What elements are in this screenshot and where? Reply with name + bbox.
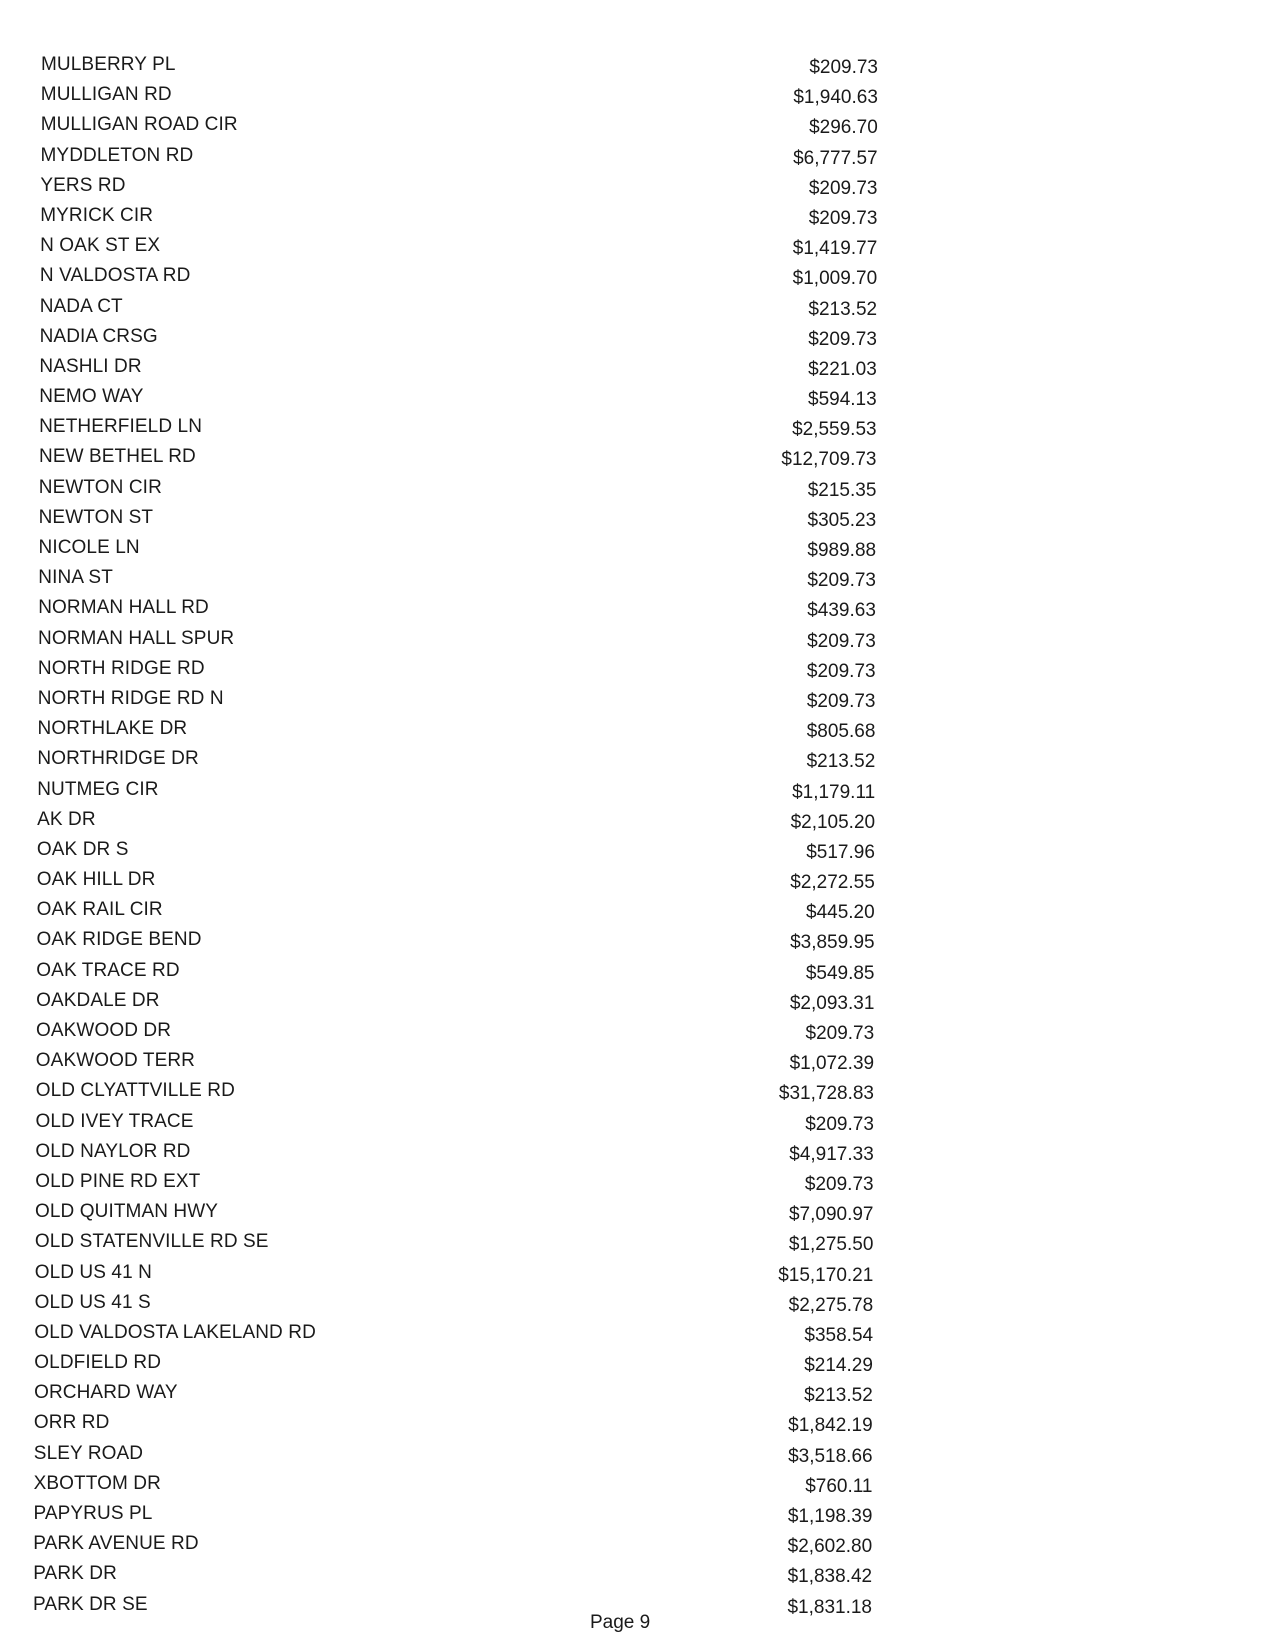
street-name: NORTH RIDGE RD N [37,687,224,709]
street-name: OAKWOOD TERR [35,1050,195,1072]
list-item [0,171,1275,201]
street-amount: $2,272.55 [790,872,875,894]
list-item [0,1107,1275,1137]
street-name: NEWTON CIR [38,476,162,498]
street-amount: $1,831.18 [787,1596,872,1618]
street-amount: $549.85 [805,962,875,984]
street-name: NEW BETHEL RD [39,446,196,468]
street-name: NORMAN HALL SPUR [38,627,235,649]
street-amount: $6,777.57 [793,147,878,169]
list-item [0,925,1275,955]
page-number: Page 9 [590,1612,651,1633]
list-item [0,1227,1275,1257]
list-item [0,231,1275,261]
street-name: MYRICK CIR [40,204,154,226]
street-amount: $209.73 [807,630,876,652]
street-amount: $2,602.80 [787,1536,873,1558]
list-item [0,110,1275,140]
street-name: OLD NAYLOR RD [35,1140,191,1162]
list-item [0,322,1275,352]
street-amount: $1,179.11 [792,781,876,803]
list-item [0,1559,1275,1589]
street-name: OLD IVEY TRACE [35,1110,194,1132]
street-name: OAKDALE DR [36,989,160,1011]
street-amount: $1,419.77 [792,238,878,260]
street-amount: $2,093.31 [789,992,875,1014]
street-amount: $215.35 [807,479,877,501]
street-name: N VALDOSTA RD [39,265,191,287]
list-item [0,503,1275,533]
street-amount: $15,170.21 [778,1264,874,1286]
street-name: OLD QUITMAN HWY [35,1201,219,1223]
street-name: AK DR [37,808,96,830]
list-item [0,1348,1275,1378]
list-item [0,442,1275,472]
list-item [0,1469,1275,1499]
list-item [0,50,1275,80]
list-item [0,473,1275,503]
list-item [0,865,1275,895]
list-item [0,352,1275,382]
street-amount: $209.73 [808,207,878,229]
street-name: NEWTON ST [38,506,154,528]
street-amount-list [0,50,1275,1620]
list-item [0,895,1275,925]
street-amount: $209.73 [808,328,877,350]
list-item [0,714,1275,744]
list-item [0,1439,1275,1469]
street-name: OAK DR S [36,838,129,860]
street-name: YERS RD [40,174,126,196]
street-amount: $594.13 [808,389,877,411]
list-item [0,1378,1275,1408]
street-name: NEMO WAY [39,386,144,408]
street-name: OAKWOOD DR [36,1020,172,1041]
list-item [0,1167,1275,1197]
street-name: OLD STATENVILLE RD SE [34,1231,269,1253]
street-name: OAK TRACE RD [36,959,180,981]
street-amount: $358.54 [804,1324,874,1346]
street-amount: $209.73 [805,1113,874,1135]
list-item [0,1318,1275,1348]
street-amount: $1,072.39 [789,1053,875,1075]
street-amount: $213.52 [806,751,876,773]
street-amount: $209.73 [807,570,876,592]
list-item [0,775,1275,805]
street-amount: $2,275.78 [788,1294,874,1316]
list-item [0,1258,1275,1288]
street-amount: $1,198.39 [787,1506,873,1527]
street-name: OAK HILL DR [36,869,156,891]
street-amount: $1,838.42 [787,1566,873,1588]
street-name: PARK DR [33,1563,117,1585]
street-name: OLD US 41 S [34,1291,151,1313]
street-name: NORTH RIDGE RD [37,657,205,679]
street-amount: $213.52 [804,1385,873,1407]
list-item [0,80,1275,110]
street-name: NUTMEG CIR [37,778,159,800]
street-amount: $760.11 [805,1475,873,1497]
list-item [0,986,1275,1016]
list-item [0,1529,1275,1559]
street-name: NADA CT [39,295,123,317]
street-name: MYDDLETON RD [40,144,194,166]
street-amount: $1,940.63 [793,87,878,109]
list-item [0,1408,1275,1438]
list-item [0,805,1275,835]
street-name: OLD VALDOSTA LAKELAND RD [34,1321,316,1343]
street-name: NADIA CRSG [39,325,158,347]
street-amount: $7,090.97 [788,1204,874,1226]
street-amount: $1,842.19 [788,1415,873,1437]
street-name: OLDFIELD RD [34,1352,162,1374]
street-name: NORTHRIDGE DR [37,748,199,770]
street-name: MULLIGAN ROAD CIR [40,114,238,136]
street-name: OLD US 41 N [34,1261,152,1283]
list-item [0,1197,1275,1227]
street-name: ORCHARD WAY [34,1382,178,1404]
street-amount: $1,275.50 [788,1234,874,1256]
street-amount: $209.73 [806,660,876,682]
street-amount: $2,105.20 [790,811,876,833]
list-item [0,201,1275,231]
list-item [0,1016,1275,1046]
list-item [0,141,1275,171]
list-item [0,684,1275,714]
list-item [0,1499,1275,1529]
list-item [0,292,1275,322]
street-name: NETHERFIELD LN [39,416,203,438]
street-amount: $3,859.95 [790,932,875,954]
list-item [0,744,1275,774]
street-amount: $12,709.73 [781,449,877,471]
list-item [0,624,1275,654]
street-name: NASHLI DR [39,355,142,377]
list-item [0,654,1275,684]
list-item [0,1046,1275,1076]
list-item [0,261,1275,291]
street-amount: $209.73 [804,1173,874,1195]
street-name: PAPYRUS PL [33,1503,153,1524]
street-name: NORTHLAKE DR [37,718,188,740]
street-amount: $3,518.66 [788,1445,873,1467]
street-name: XBOTTOM DR [33,1472,161,1494]
street-name: MULLIGAN RD [40,84,172,106]
street-name: N OAK ST EX [40,235,161,257]
street-amount: $2,559.53 [792,419,877,441]
street-name: PARK DR SE [33,1593,148,1615]
street-amount: $214.29 [804,1355,873,1377]
list-item [0,1137,1275,1167]
street-name: NORMAN HALL RD [38,597,209,619]
street-amount: $439.63 [807,600,876,622]
street-amount: $209.73 [806,690,876,712]
list-item [0,956,1275,986]
street-amount: $209.73 [805,1023,875,1044]
street-name: NICOLE LN [38,537,140,558]
street-amount: $221.03 [808,358,877,380]
list-item [0,533,1275,563]
street-amount: $305.23 [807,509,877,531]
street-name: MULBERRY PL [41,54,176,75]
street-amount: $805.68 [806,721,876,743]
street-name: PARK AVENUE RD [33,1533,199,1555]
street-amount: $445.20 [806,902,875,924]
street-amount: $1,009.70 [792,268,878,290]
street-name: SLEY ROAD [33,1442,144,1464]
street-name: OLD PINE RD EXT [35,1170,201,1192]
street-amount: $209.73 [808,177,878,199]
street-name: ORR RD [33,1412,110,1434]
street-amount: $209.73 [809,57,878,78]
street-name: OAK RIDGE BEND [36,929,202,951]
street-name: NINA ST [38,567,113,589]
list-item [0,1076,1275,1106]
street-amount: $296.70 [809,117,878,139]
street-name: OAK RAIL CIR [36,899,163,921]
list-item [0,593,1275,623]
list-item [0,382,1275,412]
street-amount: $517.96 [806,841,875,863]
street-amount: $31,728.83 [778,1083,874,1105]
street-amount: $4,917.33 [789,1143,874,1165]
street-amount: $989.88 [807,540,877,561]
street-amount: $213.52 [808,298,878,320]
list-item [0,563,1275,593]
list-item [0,835,1275,865]
street-name: OLD CLYATTVILLE RD [35,1080,235,1102]
list-item [0,1288,1275,1318]
list-item [0,412,1275,442]
